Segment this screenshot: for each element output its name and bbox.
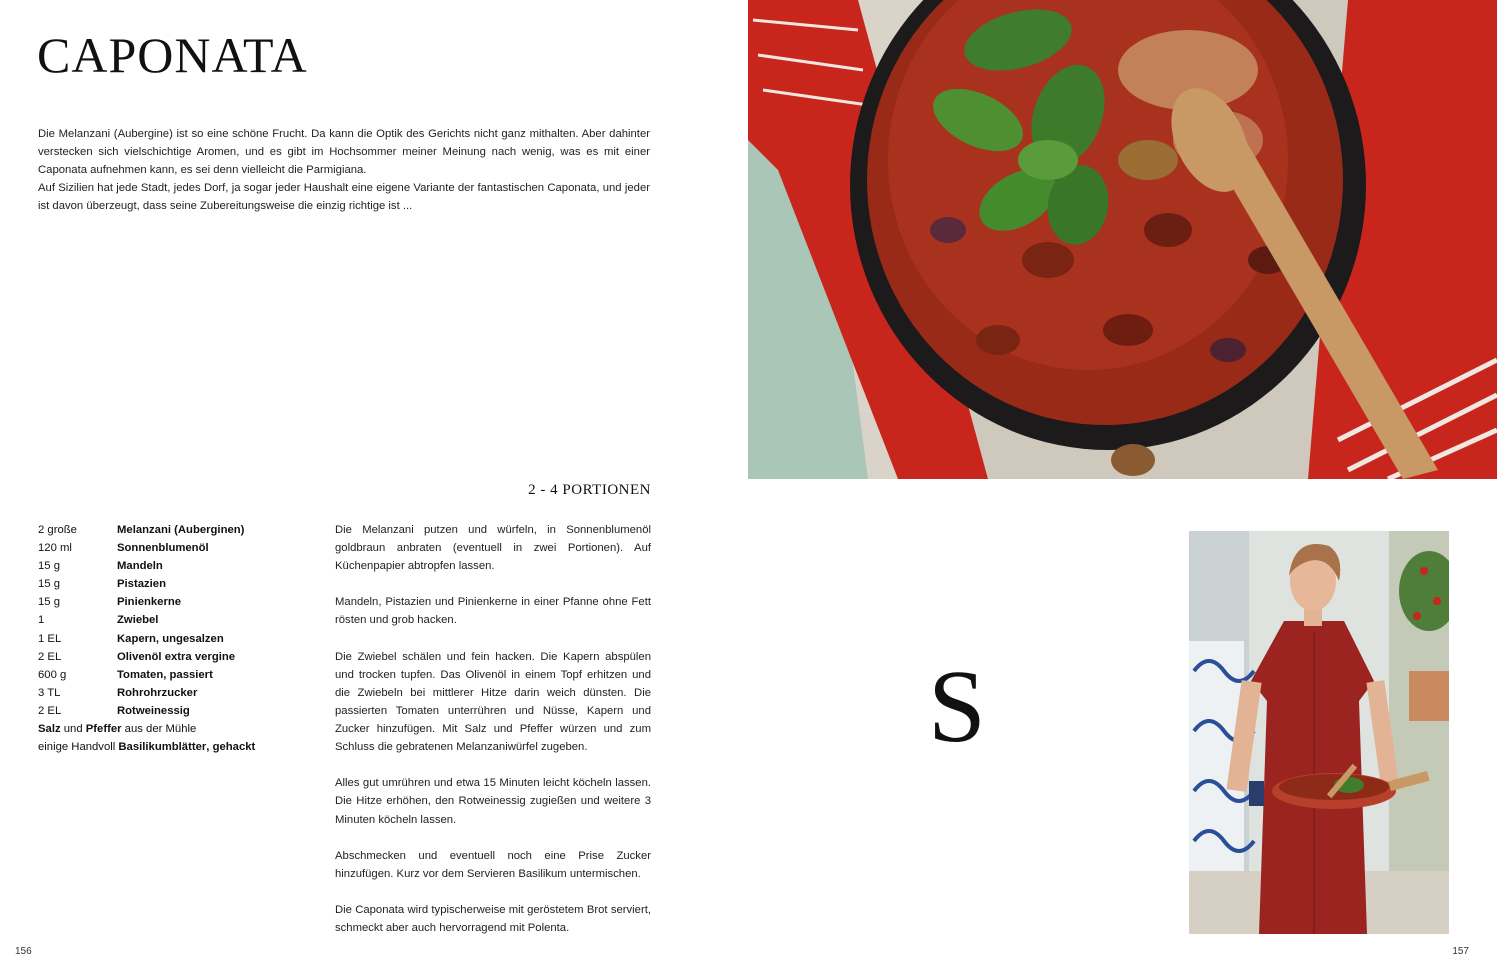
page-number-right: 157 bbox=[1452, 946, 1469, 957]
ingredient-quantity: 600 g bbox=[38, 668, 67, 681]
portions-label: 2 - 4 PORTIONEN bbox=[528, 482, 651, 498]
ingredient-row bbox=[38, 521, 328, 539]
method-step: Die Zwiebel schälen und fein hacken. Die Kapern abspülen und trocken tupfen. Das Olivenöl in einem Topf erhitzen und die Zwiebeln bei mittlerer Hitze darin weich dünsten. Die passierten Tomaten unterrühren und Nüsse, Kapern und Zucker hinzufügen. Mit Salz und Pfeffer würzen und zum Schluss die gebratenen Melanzaniwürfel zugeben. bbox=[335, 650, 651, 754]
ingredient-name: Mandeln bbox=[117, 560, 163, 573]
ingredient-row-seasoning: Salz und Pfeffer aus der Mühle bbox=[38, 720, 328, 738]
ingredient-name: Pistazien bbox=[117, 578, 166, 591]
method-step: Die Melanzani putzen und würfeln, in Sonnenblumenöl goldbraun anbraten (eventuell in zwei Portionen). Auf Küchenpapier abtropfen lassen. bbox=[335, 524, 651, 573]
ingredient-row bbox=[38, 648, 328, 666]
method-steps bbox=[335, 521, 651, 955]
chapter-initial: S bbox=[928, 649, 986, 764]
method-step: Mandeln, Pistazien und Pinienkerne in einer Pfanne ohne Fett rösten und grob hacken. bbox=[335, 596, 651, 627]
ingredient-quantity: 15 g bbox=[38, 578, 60, 591]
recipe-title: CAPONATA bbox=[37, 27, 308, 83]
ingredient-quantity: 2 EL bbox=[38, 704, 62, 717]
page-number-left: 156 bbox=[15, 946, 32, 957]
ingredient-quantity: 3 TL bbox=[38, 686, 61, 699]
ingredient-list bbox=[38, 521, 328, 756]
method-step: Alles gut umrühren und etwa 15 Minuten leicht köcheln lassen. Die Hitze erhöhen, den Rotweinessig zugießen und weitere 3 Minuten köcheln lassen. bbox=[335, 777, 651, 826]
ingredient-quantity: 120 ml bbox=[38, 542, 72, 555]
ingredient-quantity: 2 große bbox=[38, 524, 77, 536]
ingredient-row bbox=[38, 666, 328, 684]
ingredient-name: Zwiebel bbox=[117, 614, 159, 627]
ingredient-quantity: 1 EL bbox=[38, 632, 62, 645]
ingredient-name: Kapern, ungesalzen bbox=[117, 632, 224, 645]
method-step: Abschmecken und eventuell noch eine Prise Zucker hinzufügen. Kurz vor dem Servieren Basilikum untermischen. bbox=[335, 849, 651, 880]
ingredient-row bbox=[38, 702, 328, 720]
ingredient-name: Rohrohrzucker bbox=[117, 686, 198, 699]
ingredient-row bbox=[38, 684, 328, 702]
intro-paragraph: Auf Sizilien hat jede Stadt, jedes Dorf, ja sogar jeder Haushalt eine eigene Variante der fantastischen Caponata, und jeder ist davon überzeugt, dass seine Zubereitungsweise die einzig richtige ist ... bbox=[38, 182, 650, 212]
ingredient-row-basil: einige Handvoll Basilikumblätter , gehackt bbox=[38, 738, 328, 756]
ingredient-row bbox=[38, 630, 328, 648]
ingredient-name: Olivenöl extra vergine bbox=[117, 650, 236, 663]
ingredient-name: Salz bbox=[38, 723, 61, 736]
ingredient-quantity: 15 g bbox=[38, 596, 60, 609]
ingredient-name: Sonnenblumenöl bbox=[117, 542, 209, 555]
ingredient-row bbox=[38, 611, 328, 629]
ingredient-quantity: 1 bbox=[38, 614, 45, 627]
chef-portrait-photo bbox=[1189, 531, 1449, 934]
portrait-illustration bbox=[1189, 531, 1449, 934]
ingredient-name: Rotweinessig bbox=[117, 704, 190, 717]
intro-paragraph: Die Melanzani (Aubergine) ist so eine schöne Frucht. Da kann die Optik des Gerichts nicht ganz mithalten. Aber dahinter verstecken sich vielschichtige Aromen, und es gibt im Hochsommer meiner Meinung nach wenig, was es mit einer Caponata aufnehmen kann, es sei denn vielleicht die Parmigiana. bbox=[38, 128, 650, 176]
ingredient-row bbox=[38, 539, 328, 557]
ingredient-row bbox=[38, 593, 328, 611]
ingredient-name: Melanzani (Auberginen) bbox=[117, 524, 245, 536]
ingredient-row bbox=[38, 575, 328, 593]
ingredient-name: Pfeffer bbox=[85, 723, 122, 736]
ingredient-quantity: 2 EL bbox=[38, 650, 62, 663]
ingredient-name: Tomaten, passiert bbox=[117, 668, 213, 681]
method-step: Die Caponata wird typischerweise mit geröstetem Brot serviert, schmeckt aber auch hervorragend mit Polenta. bbox=[335, 903, 651, 935]
dish-illustration bbox=[748, 0, 1497, 479]
ingredient-quantity: 15 g bbox=[38, 560, 60, 573]
caponata-dish-photo bbox=[748, 0, 1497, 479]
ingredient-name: Pinienkerne bbox=[117, 596, 182, 609]
recipe-intro bbox=[38, 125, 650, 215]
left-page bbox=[0, 0, 748, 973]
ingredient-row bbox=[38, 557, 328, 575]
right-page bbox=[748, 0, 1497, 973]
ingredient-name: Basilikumblätter bbox=[118, 741, 207, 754]
